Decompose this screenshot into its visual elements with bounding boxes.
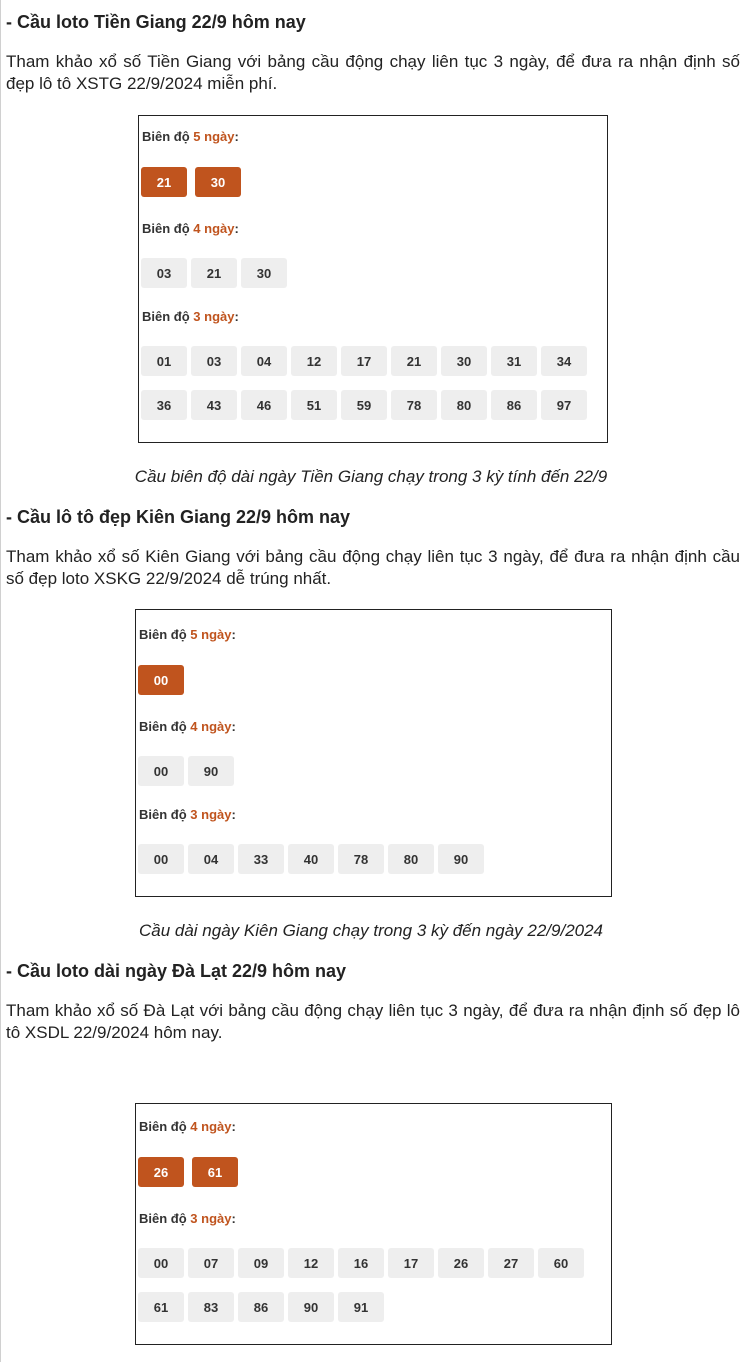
- intro-da-lat: Tham khảo xổ số Đà Lạt với bảng cầu động chạy liên tục 3 ngày, để đưa ra nhận định số đẹp lô tô XSDL 22/9/2024 hôm nay.: [6, 1001, 740, 1042]
- loto-number[interactable]: 30: [195, 167, 241, 197]
- loto-number[interactable]: 01: [141, 346, 187, 376]
- loto-number[interactable]: 91: [338, 1292, 384, 1322]
- group-label: Biên độ 3 ngày:: [142, 309, 239, 324]
- loto-number[interactable]: 60: [538, 1248, 584, 1278]
- heading-kien-giang: - Cầu lô tô đẹp Kiên Giang 22/9 hôm nay: [6, 507, 351, 527]
- loto-number[interactable]: 09: [238, 1248, 284, 1278]
- number-row: [141, 258, 291, 288]
- group-label: Biên độ 5 ngày:: [142, 129, 239, 144]
- loto-number[interactable]: 26: [138, 1157, 184, 1187]
- loto-number[interactable]: 86: [491, 390, 537, 420]
- section-kien-giang: [6, 506, 740, 590]
- heading-da-lat: - Cầu loto dài ngày Đà Lạt 22/9 hôm nay: [6, 961, 347, 981]
- loto-number[interactable]: 90: [288, 1292, 334, 1322]
- loto-number[interactable]: 34: [541, 346, 587, 376]
- loto-number[interactable]: 51: [291, 390, 337, 420]
- loto-number[interactable]: 30: [241, 258, 287, 288]
- loto-number[interactable]: 61: [138, 1292, 184, 1322]
- caption-kien-giang: Cầu dài ngày Kiên Giang chạy trong 3 kỳ đến ngày 22/9/2024: [138, 921, 604, 940]
- loto-number[interactable]: 80: [388, 844, 434, 874]
- intro-kien-giang: Tham khảo xổ số Kiên Giang với bảng cầu động chạy liên tục 3 ngày, để đưa ra nhận định cầu số đẹp loto XSKG 22/9/2024 dễ trúng nhất.: [6, 547, 740, 588]
- loto-number[interactable]: 17: [341, 346, 387, 376]
- loto-number[interactable]: 83: [188, 1292, 234, 1322]
- number-row: [138, 1248, 588, 1278]
- loto-number[interactable]: 04: [241, 346, 287, 376]
- loto-number[interactable]: 17: [388, 1248, 434, 1278]
- loto-number[interactable]: 00: [138, 756, 184, 786]
- loto-number[interactable]: 21: [391, 346, 437, 376]
- loto-number[interactable]: 36: [141, 390, 187, 420]
- loto-number[interactable]: 00: [138, 665, 184, 695]
- loto-table-da-lat: [135, 1103, 612, 1345]
- left-border: [0, 0, 1, 1362]
- loto-number[interactable]: 04: [188, 844, 234, 874]
- loto-number[interactable]: 80: [441, 390, 487, 420]
- number-row: [138, 1157, 246, 1187]
- group-label: Biên độ 4 ngày:: [142, 221, 239, 236]
- loto-table-kien-giang: [135, 609, 612, 897]
- section-da-lat: [6, 960, 740, 1044]
- group-label: Biên độ 4 ngày:: [139, 719, 236, 734]
- loto-table-tien-giang: [138, 115, 608, 443]
- group-label: Biên độ 5 ngày:: [139, 627, 236, 642]
- number-row: [141, 390, 591, 420]
- loto-number[interactable]: 90: [438, 844, 484, 874]
- loto-number[interactable]: 21: [141, 167, 187, 197]
- group-label: Biên độ 4 ngày:: [139, 1119, 236, 1134]
- loto-number[interactable]: 00: [138, 1248, 184, 1278]
- loto-number[interactable]: 26: [438, 1248, 484, 1278]
- loto-number[interactable]: 43: [191, 390, 237, 420]
- loto-number[interactable]: 46: [241, 390, 287, 420]
- loto-number[interactable]: 27: [488, 1248, 534, 1278]
- number-row: [141, 346, 591, 376]
- loto-number[interactable]: 59: [341, 390, 387, 420]
- intro-tien-giang: Tham khảo xổ số Tiền Giang với bảng cầu động chạy liên tục 3 ngày, để đưa ra nhận định số đẹp lô tô XSTG 22/9/2024 miễn phí.: [6, 52, 740, 93]
- group-label: Biên độ 3 ngày:: [139, 1211, 236, 1226]
- loto-number[interactable]: 12: [291, 346, 337, 376]
- loto-number[interactable]: 12: [288, 1248, 334, 1278]
- loto-number[interactable]: 03: [191, 346, 237, 376]
- number-row: [138, 756, 238, 786]
- loto-number[interactable]: 07: [188, 1248, 234, 1278]
- number-row: [141, 167, 249, 197]
- loto-number[interactable]: 78: [338, 844, 384, 874]
- loto-number[interactable]: 86: [238, 1292, 284, 1322]
- section-tien-giang: [6, 11, 740, 95]
- loto-number[interactable]: 03: [141, 258, 187, 288]
- loto-number[interactable]: 33: [238, 844, 284, 874]
- number-row: [138, 665, 192, 695]
- loto-number[interactable]: 16: [338, 1248, 384, 1278]
- group-label: Biên độ 3 ngày:: [139, 807, 236, 822]
- loto-number[interactable]: 90: [188, 756, 234, 786]
- number-row: [138, 844, 488, 874]
- loto-number[interactable]: 78: [391, 390, 437, 420]
- number-row: [138, 1292, 388, 1322]
- loto-number[interactable]: 00: [138, 844, 184, 874]
- loto-number[interactable]: 30: [441, 346, 487, 376]
- loto-number[interactable]: 61: [192, 1157, 238, 1187]
- heading-tien-giang: - Cầu loto Tiền Giang 22/9 hôm nay: [6, 12, 306, 32]
- caption-tien-giang: Cầu biên độ dài ngày Tiền Giang chạy trong 3 kỳ tính đến 22/9: [134, 467, 608, 486]
- loto-number[interactable]: 97: [541, 390, 587, 420]
- loto-number[interactable]: 21: [191, 258, 237, 288]
- loto-number[interactable]: 31: [491, 346, 537, 376]
- loto-number[interactable]: 40: [288, 844, 334, 874]
